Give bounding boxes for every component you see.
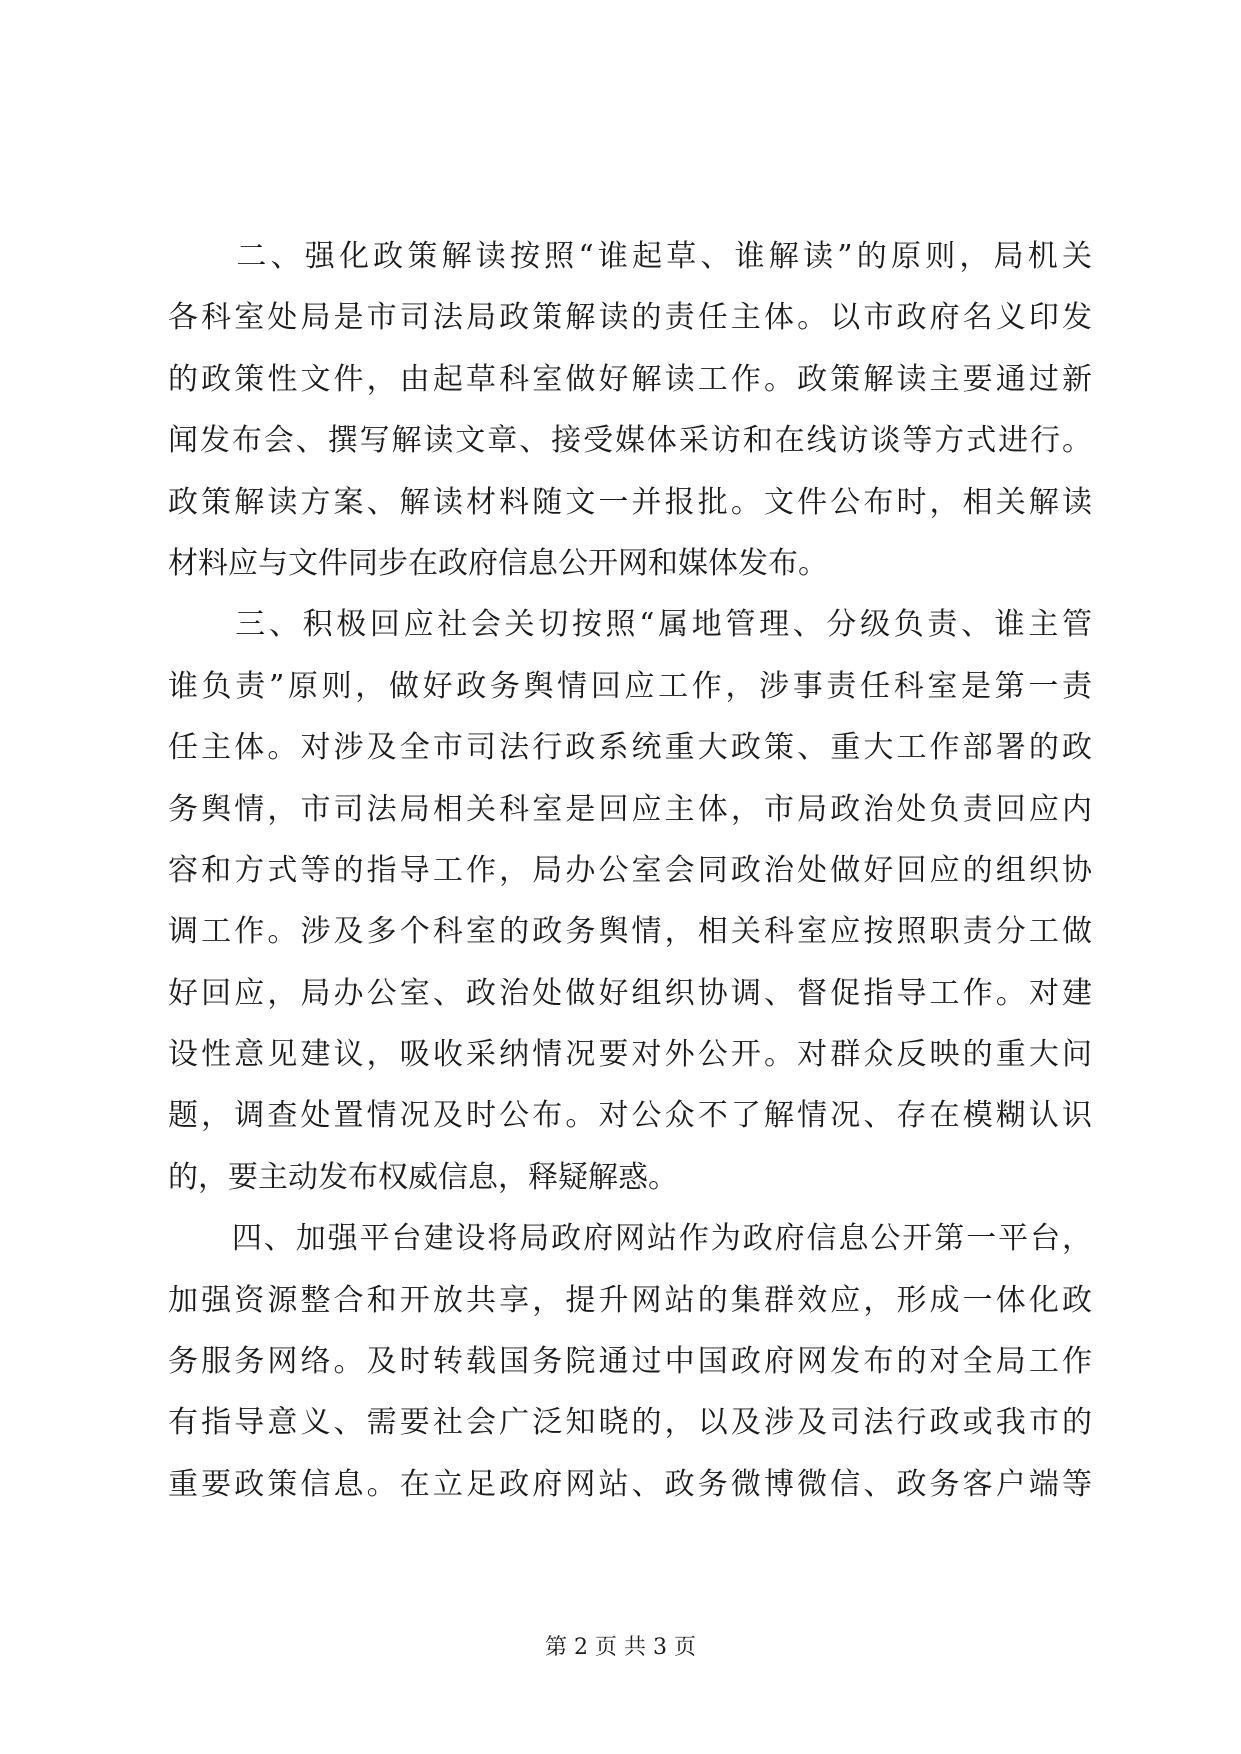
paragraph-3-line-5: 重要政策信息。在立足政府网站、政务微博微信、政务客户端等 (168, 1466, 1092, 1502)
paragraph-2-line-10: 的，要主动发布权威信息，释疑解惑。 (168, 1159, 678, 1195)
paragraph-2-line-3: 任主体。对涉及全市司法行政系统重大政策、重大工作部署的政 (168, 730, 1092, 766)
paragraph-2-line-9: 题，调查处置情况及时公布。对公众不了解情况、存在模糊认识 (168, 1098, 1092, 1134)
paragraph-1-line-1: 二、强化政策解读按照“谁起草、谁解读”的原则，局机关 (168, 239, 1092, 274)
paragraph-2-line-7: 好回应，局办公室、政治处做好组织协调、督促指导工作。对建 (168, 975, 1092, 1011)
paragraph-3-line-4: 有指导意义、需要社会广泛知晓的，以及涉及司法行政或我市的 (168, 1405, 1092, 1441)
paragraph-3-line-3: 务服务网络。及时转载国务院通过中国政府网发布的对全局工作 (168, 1344, 1092, 1380)
page-number-footer: 第 2 页 共 3 页 (545, 1635, 696, 1660)
paragraph-3-line-2: 加强资源整合和开放共享，提升网站的集群效应，形成一体化政 (168, 1282, 1092, 1318)
paragraph-2-line-8: 设性意见建议，吸收采纳情况要对外公开。对群众反映的重大问 (168, 1037, 1092, 1073)
paragraph-2-line-6: 调工作。涉及多个科室的政务舆情，相关科室应按照职责分工做 (168, 914, 1092, 950)
paragraph-3-line-1: 四、加强平台建设将局政府网站作为政府信息公开第一平台， (168, 1221, 1092, 1257)
paragraph-1-line-4: 闻发布会、撰写解读文章、接受媒体采访和在线访谈等方式进行。 (168, 423, 1092, 459)
paragraph-2-line-4: 务舆情，市司法局相关科室是回应主体，市局政治处负责回应内 (168, 791, 1092, 827)
paragraph-2-line-1: 三、积极回应社会关切按照“属地管理、分级负责、谁主管 (168, 607, 1092, 643)
paragraph-1-line-5: 政策解读方案、解读材料随文一并报批。文件公布时，相关解读 (168, 484, 1092, 520)
paragraph-2-line-2: 谁负责”原则，做好政务舆情回应工作，涉事责任科室是第一责 (168, 668, 1092, 704)
paragraph-1-line-2: 各科室处局是市司法局政策解读的责任主体。以市政府名义印发 (168, 300, 1092, 336)
paragraph-1-line-6: 材料应与文件同步在政府信息公开网和媒体发布。 (168, 545, 828, 581)
paragraph-2-line-5: 容和方式等的指导工作，局办公室会同政治处做好回应的组织协 (168, 852, 1092, 888)
document-body (168, 226, 1092, 1515)
paragraph-1-line-3: 的政策性文件，由起草科室做好解读工作。政策解读主要通过新 (168, 361, 1092, 397)
